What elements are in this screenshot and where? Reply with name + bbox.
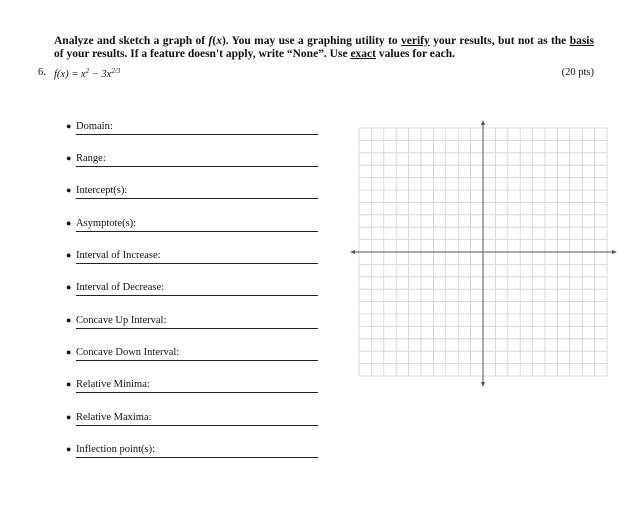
bullet: ●	[66, 185, 72, 195]
field-label: Intercept(s):	[76, 185, 128, 196]
field-label: Interval of Decrease:	[76, 282, 165, 293]
answer-line[interactable]	[76, 231, 318, 232]
field-intercepts[interactable]	[66, 185, 318, 199]
field-relative-maxima[interactable]	[66, 412, 318, 426]
exact-word: exact	[350, 48, 376, 60]
answer-line[interactable]	[76, 328, 318, 329]
function-definition: $f(x) = x^2 - 3x^{2/3}$	[54, 67, 121, 80]
answer-line[interactable]	[76, 263, 318, 264]
field-concave-down[interactable]	[66, 347, 318, 361]
answer-line[interactable]	[76, 134, 318, 135]
verify-word: verify	[401, 35, 430, 47]
basis-word: basis	[569, 35, 594, 47]
x-axis-right-arrow	[612, 250, 617, 254]
answer-line[interactable]	[76, 360, 318, 361]
field-concave-up[interactable]	[66, 315, 318, 329]
bullet: ●	[66, 218, 72, 228]
x-axis-left-arrow	[350, 250, 355, 254]
field-label: Domain:	[76, 121, 113, 132]
field-label: Concave Up Interval:	[76, 315, 167, 326]
field-label: Range:	[76, 153, 106, 164]
y-axis-bottom-arrow	[481, 382, 485, 387]
bullet: ●	[66, 379, 72, 389]
field-label: Asymptote(s):	[76, 218, 137, 229]
problem-number: 6.	[38, 67, 46, 78]
field-range[interactable]	[66, 153, 318, 167]
field-domain[interactable]	[66, 121, 318, 135]
field-label: Relative Minima:	[76, 379, 150, 390]
field-asymptotes[interactable]	[66, 218, 318, 232]
answer-line[interactable]	[76, 295, 318, 296]
field-label: Inflection point(s):	[76, 444, 156, 455]
bullet: ●	[66, 282, 72, 292]
bullet: ●	[66, 153, 72, 163]
bullet: ●	[66, 315, 72, 325]
answer-line[interactable]	[76, 198, 318, 199]
bullet: ●	[66, 347, 72, 357]
answer-line[interactable]	[76, 392, 318, 393]
field-inflection-points[interactable]	[66, 444, 318, 458]
bullet: ●	[66, 121, 72, 131]
y-axis-top-arrow	[481, 120, 485, 125]
field-label: Concave Down Interval:	[76, 347, 180, 358]
instructions: Analyze and sketch a graph of f(x). You may use a graphing utility to verify your results, but not as the basis of your results. If a feature doesn't apply, write “None”. Use exact values for each.	[54, 35, 594, 60]
field-relative-minima[interactable]	[66, 379, 318, 393]
bullet: ●	[66, 250, 72, 260]
answer-line[interactable]	[76, 457, 318, 458]
graph-grid[interactable]	[350, 120, 618, 388]
field-label: Relative Maxima:	[76, 412, 152, 423]
point-value: (20 pts)	[561, 67, 594, 78]
answer-line[interactable]	[76, 166, 318, 167]
field-interval-decrease[interactable]	[66, 282, 318, 296]
answer-line[interactable]	[76, 425, 318, 426]
field-interval-increase[interactable]	[66, 250, 318, 264]
bullet: ●	[66, 412, 72, 422]
bullet: ●	[66, 444, 72, 454]
field-label: Interval of Increase:	[76, 250, 161, 261]
problem-header	[38, 67, 594, 81]
